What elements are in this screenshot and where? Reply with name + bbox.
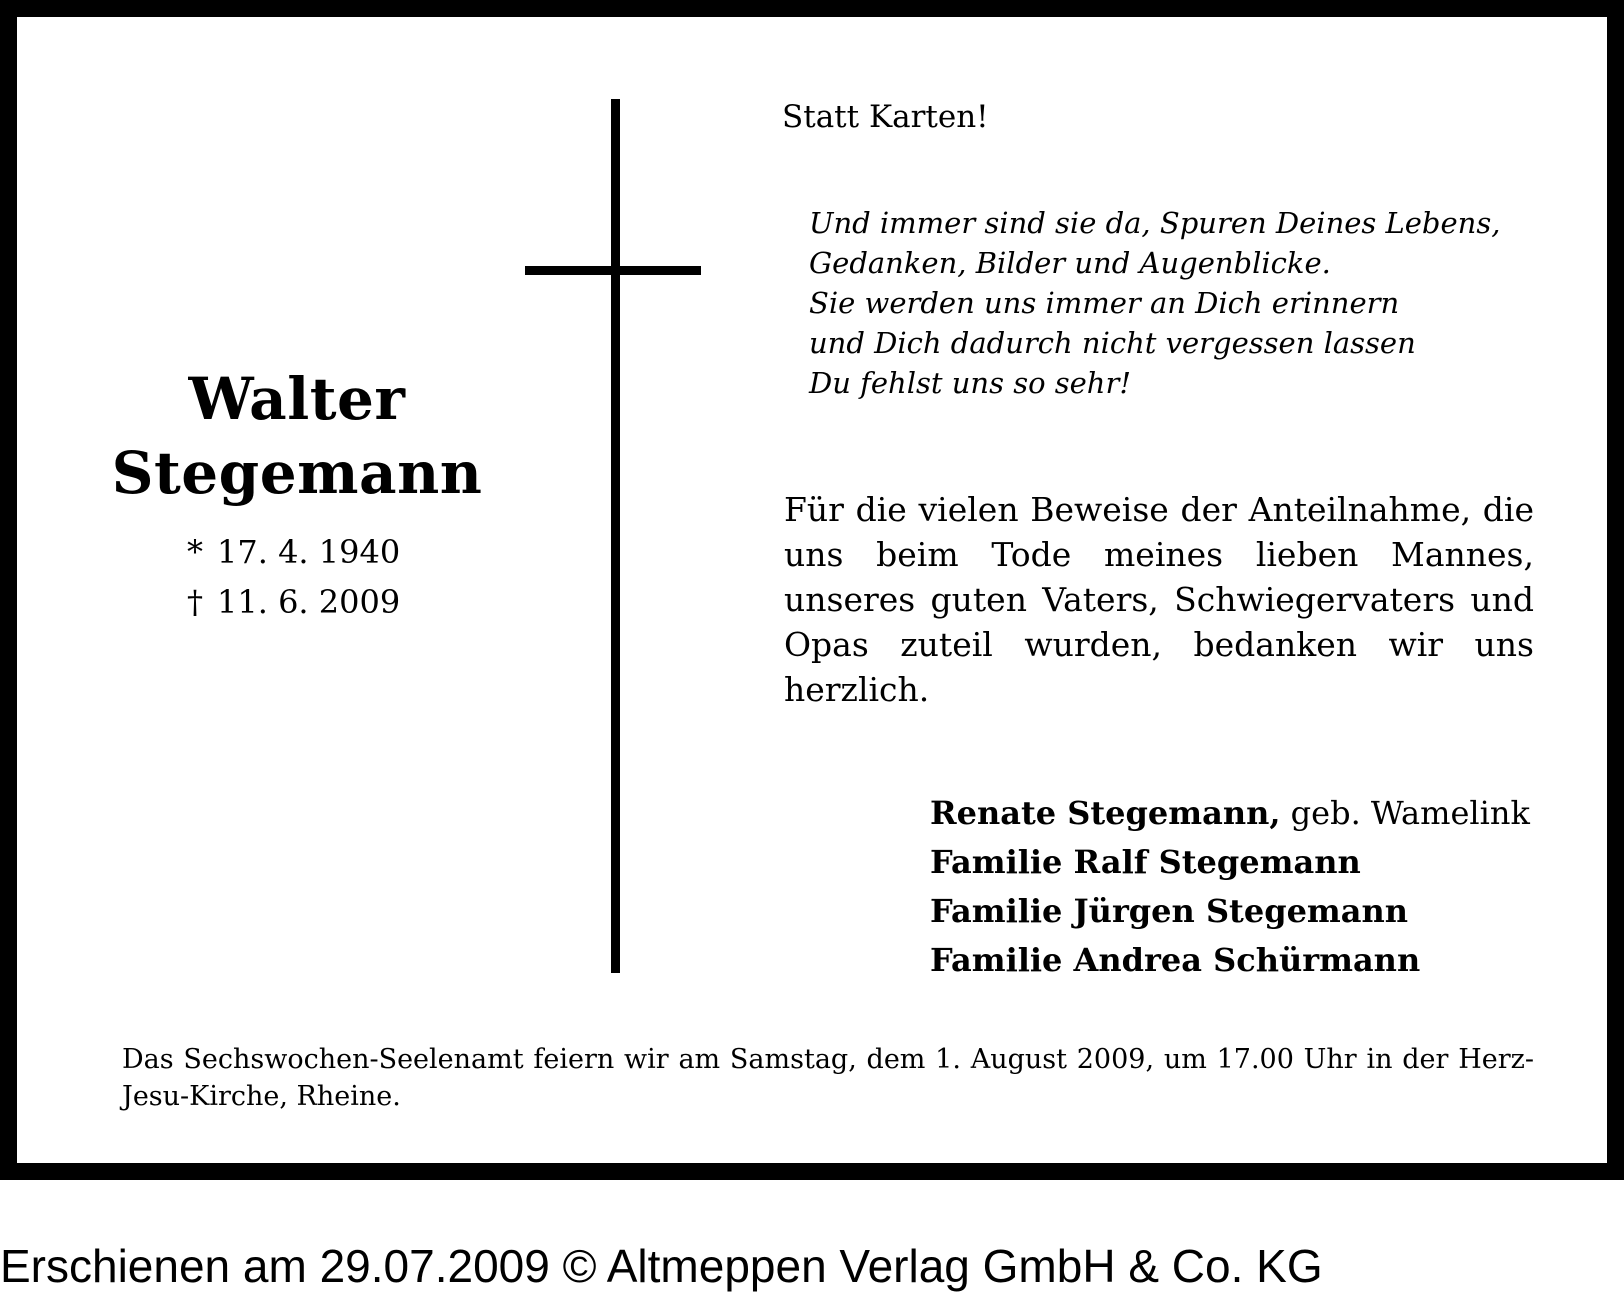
deceased-first-name: Walter xyxy=(188,365,406,433)
death-date: 11. 6. 2009 xyxy=(217,583,401,621)
signature-line xyxy=(930,887,1530,936)
signature-line xyxy=(930,789,1530,838)
signature-name: Familie Jürgen Stegemann xyxy=(930,892,1409,930)
birth-star-icon: * xyxy=(187,533,203,571)
death-date-line xyxy=(187,577,400,627)
signature-name: Familie Andrea Schürmann xyxy=(930,941,1421,979)
thanks-paragraph: Für die vielen Beweise der Anteilnahme, die uns beim Tode meines lieben Mannes, unseres guten Vaters, Schwiegervaters und Opas zuteil wurden, bedanken wir uns herzlich. xyxy=(784,490,1534,709)
cross-horizontal-bar xyxy=(525,266,701,275)
publication-credit: Erschienen am 29.07.2009 © Altmeppen Verlag GmbH & Co. KG xyxy=(0,1240,1323,1292)
signature-line xyxy=(930,838,1530,887)
deceased-last-name: Stegemann xyxy=(111,439,483,507)
poem-line: Du fehlst uns so sehr! xyxy=(809,366,1132,400)
birth-date-line xyxy=(187,527,400,577)
signature-line xyxy=(930,936,1530,985)
life-dates xyxy=(187,527,400,627)
mass-notice: Das Sechswochen-Seelenamt feiern wir am Samstag, dem 1. August 2009, um 17.00 Uhr in der Herz-Jesu-Kirche, Rheine. xyxy=(122,1044,1534,1112)
poem-line: Gedanken, Bilder und Augenblicke. xyxy=(809,246,1331,280)
poem-line: Sie werden uns immer an Dich erinnern xyxy=(809,286,1400,320)
cross-vertical-bar xyxy=(611,99,620,973)
deceased-name xyxy=(77,362,517,510)
signature-name: Familie Ralf Stegemann xyxy=(930,843,1361,881)
birth-date: 17. 4. 1940 xyxy=(217,533,401,571)
intro-text: Statt Karten! xyxy=(782,99,989,135)
signatures xyxy=(930,789,1530,985)
signature-suffix: geb. Wamelink xyxy=(1280,794,1530,832)
death-cross-icon: † xyxy=(187,583,203,621)
poem xyxy=(809,203,1500,403)
poem-line: Und immer sind sie da, Spuren Deines Lebens, xyxy=(809,206,1501,240)
signature-name: Renate Stegemann, xyxy=(930,794,1281,832)
poem-line: und Dich dadurch nicht vergessen lassen xyxy=(809,326,1416,360)
